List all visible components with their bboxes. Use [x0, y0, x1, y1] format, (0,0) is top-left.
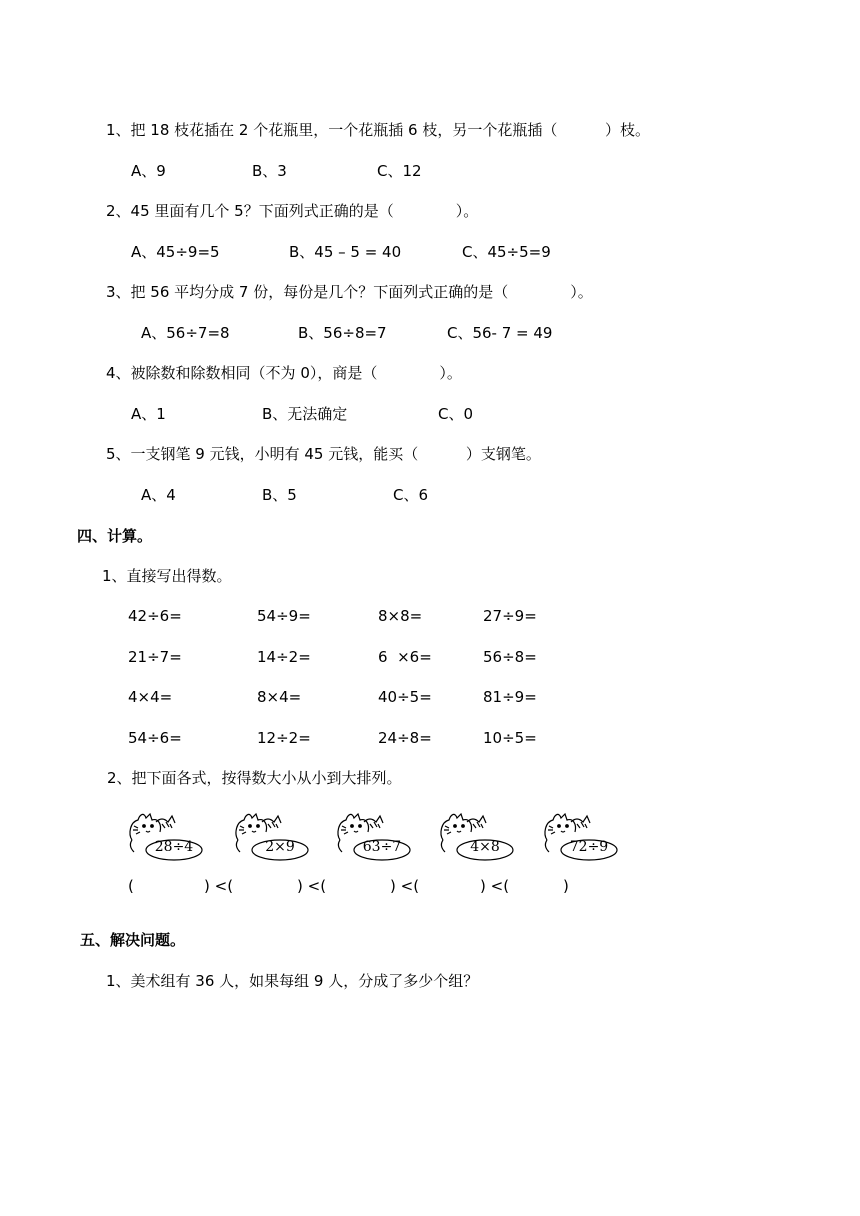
calc-item: 10÷5=: [483, 729, 537, 747]
cat-card: [126, 806, 206, 862]
order-blank: ): [563, 877, 569, 895]
cat-expression: 63÷7: [362, 839, 402, 855]
question-stem: 1、把 18 枝花插在 2 个花瓶里，一个花瓶插 6 枝，另一个花瓶插（ ）枝。: [106, 121, 651, 139]
option-a: A、9: [131, 162, 166, 180]
question-stem: 3、把 56 平均分成 7 份，每份是几个？下面列式正确的是（ ）。: [106, 283, 593, 301]
cat-card: [437, 806, 517, 862]
calc-item: 8×4=: [257, 688, 302, 706]
calc-item: 24÷8=: [378, 729, 432, 747]
calc-item: 40÷5=: [378, 688, 432, 706]
option-b: B、45 – 5 = 40: [289, 243, 402, 261]
order-blank: ) <(: [204, 877, 234, 895]
calc-item: 56÷8=: [483, 648, 537, 666]
option-a: A、4: [141, 486, 176, 504]
question-stem: 5、一支钢笔 9 元钱，小明有 45 元钱，能买（ ）支钢笔。: [106, 445, 541, 463]
order-blank: ) <(: [297, 877, 327, 895]
word-problem-1: 1、美术组有 36 人，如果每组 9 人，分成了多少个组？: [106, 972, 479, 990]
order-blank: ) <(: [480, 877, 510, 895]
section-4-heading: 四、计算。: [77, 527, 153, 545]
option-c: C、0: [438, 405, 474, 423]
calc-item: 6 ×6=: [378, 648, 432, 666]
calc-item: 54÷9=: [257, 607, 311, 625]
option-c: C、6: [393, 486, 429, 504]
ordering-question-title: 2、把下面各式，按得数大小从小到大排列。: [107, 769, 402, 787]
option-a: A、56÷7=8: [141, 324, 230, 342]
option-c: C、45÷5=9: [462, 243, 551, 261]
option-b: B、56÷8=7: [298, 324, 387, 342]
cat-expression: 2×9: [265, 839, 295, 855]
calc-item: 81÷9=: [483, 688, 537, 706]
calc-item: 21÷7=: [128, 648, 182, 666]
calc-item: 12÷2=: [257, 729, 311, 747]
calc-item: 8×8=: [378, 607, 423, 625]
question-stem: 4、被除数和除数相同（不为 0），商是（ ）。: [106, 364, 462, 382]
option-b: B、5: [262, 486, 297, 504]
cat-expression: 72÷9: [569, 839, 609, 855]
calc-item: 42÷6=: [128, 607, 182, 625]
cat-card: [232, 806, 312, 862]
option-c: C、12: [377, 162, 422, 180]
order-blank: (: [128, 877, 134, 895]
calc-question-title: 1、直接写出得数。: [102, 567, 232, 585]
cat-expression: 4×8: [470, 839, 500, 855]
cat-expression: 28÷4: [154, 839, 194, 855]
option-b: B、3: [252, 162, 287, 180]
option-a: A、45÷9=5: [131, 243, 220, 261]
option-b: B、无法确定: [262, 405, 348, 423]
cat-card: [334, 806, 414, 862]
order-blank: ) <(: [390, 877, 420, 895]
question-stem: 2、45 里面有几个 5？下面列式正确的是（ ）。: [106, 202, 479, 220]
calc-item: 4×4=: [128, 688, 173, 706]
option-a: A、1: [131, 405, 166, 423]
section-5-heading: 五、解决问题。: [80, 931, 186, 949]
calc-item: 14÷2=: [257, 648, 311, 666]
calc-item: 54÷6=: [128, 729, 182, 747]
cat-card: [541, 806, 621, 862]
option-c: C、56- 7 = 49: [447, 324, 553, 342]
calc-item: 27÷9=: [483, 607, 537, 625]
